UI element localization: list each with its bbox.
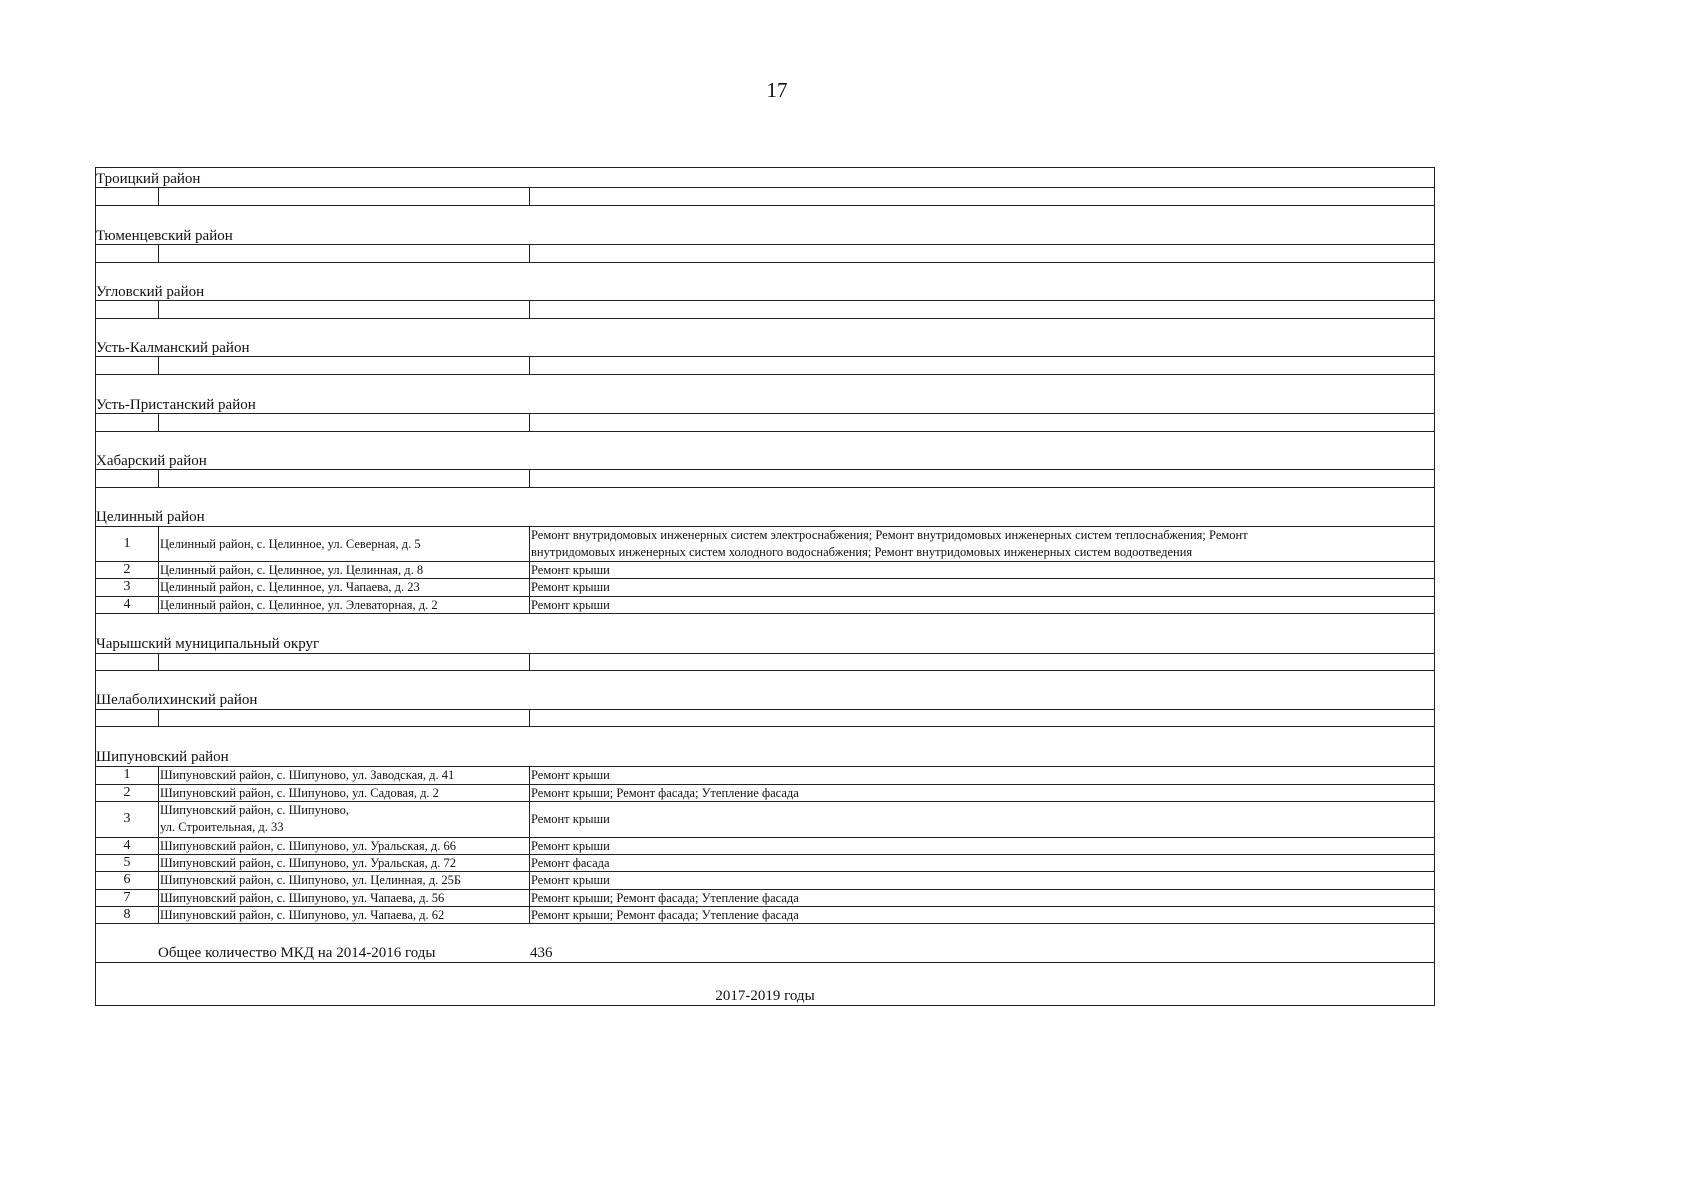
row-number: 5 (123, 855, 131, 870)
row-address: Целинный район, с. Целинное, ул. Северная, д. 5 (160, 537, 421, 551)
col-line (158, 766, 159, 923)
row-address: Шипуновский район, с. Шипуново, ул. Садовая, д. 2 (160, 786, 439, 800)
row-line (95, 413, 1435, 414)
row-work: внутридомовых инженерных систем холодного водоснабжения; Ремонт внутридомовых инженерных систем водоотведения (531, 545, 1193, 559)
row-line (95, 726, 1435, 727)
row-work: Ремонт крыши; Ремонт фасада; Утепление фасада (531, 908, 799, 922)
row-work: Ремонт крыши (531, 580, 610, 594)
col-line (529, 469, 530, 487)
row-work: Ремонт крыши; Ремонт фасада; Утепление фасада (531, 786, 799, 800)
district-title-shelabolikha: Шелаболихинский район (96, 692, 258, 708)
row-address: Шипуновский район, с. Шипуново, ул. Уральская, д. 66 (160, 839, 456, 853)
district-title-tyumentsevsky: Тюменцевский район (96, 228, 233, 244)
row-line (95, 374, 1435, 375)
col-line (529, 187, 530, 205)
row-line (95, 205, 1435, 206)
row-address: Целинный район, с. Целинное, ул. Целинная, д. 8 (160, 563, 424, 577)
row-number: 4 (123, 838, 131, 853)
col-line (158, 244, 159, 262)
col-line (529, 653, 530, 670)
col-line (529, 244, 530, 262)
district-title-charysh: Чарышский муниципальный округ (96, 636, 320, 652)
row-work: Ремонт крыши (531, 598, 610, 612)
col-line (529, 526, 530, 613)
row-address: Шипуновский район, с. Шипуново, ул. Уральская, д. 72 (160, 856, 456, 870)
row-number: 8 (123, 907, 131, 922)
row-work: Ремонт крыши (531, 768, 610, 782)
row-line (95, 962, 1435, 963)
row-number: 3 (123, 811, 131, 826)
row-number: 1 (123, 767, 131, 782)
row-work: Ремонт крыши (531, 873, 610, 887)
row-line (95, 262, 1435, 263)
row-number: 7 (123, 890, 131, 905)
row-line (95, 469, 1435, 470)
col-line (529, 300, 530, 318)
col-line (158, 413, 159, 431)
row-number: 3 (123, 579, 131, 594)
row-address: Целинный район, с. Целинное, ул. Чапаева, д. 23 (160, 580, 420, 594)
col-line (158, 653, 159, 670)
row-line (95, 356, 1435, 357)
row-address: Шипуновский район, с. Шипуново, ул. Целинная, д. 25Б (160, 873, 462, 887)
row-line (95, 244, 1435, 245)
col-line (158, 300, 159, 318)
col-line (158, 709, 159, 726)
row-work: Ремонт фасада (531, 856, 610, 870)
col-line (158, 469, 159, 487)
row-line (95, 187, 1435, 188)
col-line (158, 356, 159, 374)
table-border-top (95, 167, 1435, 168)
row-number: 6 (123, 872, 131, 887)
district-title-shipunovo: Шипуновский район (96, 749, 229, 765)
row-work: Ремонт крыши (531, 839, 610, 853)
row-work: Ремонт крыши (531, 563, 610, 577)
district-title-uglovsky: Угловский район (96, 284, 205, 300)
row-address: Шипуновский район, с. Шипуново, ул. Чапаева, д. 62 (160, 908, 445, 922)
row-address: ул. Строительная, д. 33 (160, 820, 284, 834)
row-work: Ремонт крыши; Ремонт фасада; Утепление фасада (531, 891, 799, 905)
row-address: Шипуновский район, с. Шипуново, ул. Чапаева, д. 56 (160, 891, 445, 905)
row-number: 4 (123, 597, 131, 612)
row-address: Шипуновский район, с. Шипуново, ул. Заводская, д. 41 (160, 768, 455, 782)
row-line (95, 487, 1435, 488)
col-line (529, 766, 530, 923)
row-line (95, 318, 1435, 319)
row-work: Ремонт крыши (531, 812, 610, 826)
table-border-right (1434, 167, 1435, 1006)
col-line (158, 187, 159, 205)
table-border-bottom (95, 1005, 1435, 1006)
col-line (158, 526, 159, 613)
row-line (95, 653, 1435, 654)
district-title-tselinny: Целинный район (96, 509, 205, 525)
district-title-khabarsky: Хабарский район (96, 453, 207, 469)
row-line (95, 670, 1435, 671)
row-address: Шипуновский район, с. Шипуново, (160, 803, 349, 817)
district-title-ust-pristansky: Усть-Пристанский район (96, 397, 256, 413)
row-line (95, 431, 1435, 432)
col-line (529, 356, 530, 374)
next-period-heading: 2017-2019 годы (715, 988, 815, 1004)
total-value: 436 (530, 945, 553, 961)
col-line (529, 709, 530, 726)
row-line (95, 300, 1435, 301)
row-line (95, 709, 1435, 710)
row-number: 1 (123, 536, 131, 551)
district-title-troitsky: Троицкий район (96, 171, 201, 187)
total-label: Общее количество МКД на 2014-2016 годы (158, 945, 436, 961)
district-title-ust-kalmansky: Усть-Калманский район (96, 340, 250, 356)
col-line (529, 413, 530, 431)
row-work: Ремонт внутридомовых инженерных систем электроснабжения; Ремонт внутридомовых инженерных систем теплоснабжения; Ремонт (531, 528, 1248, 542)
row-number: 2 (123, 562, 131, 577)
row-address: Целинный район, с. Целинное, ул. Элеваторная, д. 2 (160, 598, 438, 612)
page-number: 17 (766, 78, 788, 102)
row-number: 2 (123, 785, 131, 800)
